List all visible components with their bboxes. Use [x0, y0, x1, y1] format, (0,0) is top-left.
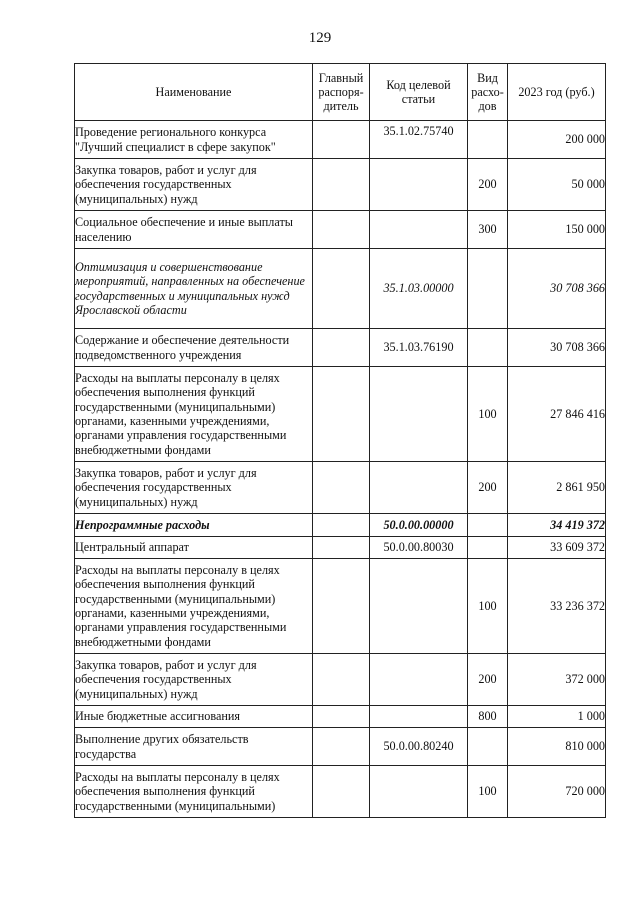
row-target-code	[370, 559, 468, 654]
row-main-manager	[313, 367, 370, 462]
row-main-manager	[313, 249, 370, 329]
row-main-manager	[313, 559, 370, 654]
budget-table	[74, 63, 606, 818]
row-expense-type: 100	[468, 367, 508, 462]
header-name: Наименование	[75, 64, 313, 121]
row-amount: 1 000	[508, 706, 606, 728]
table-row	[75, 514, 606, 537]
row-amount: 33 609 372	[508, 537, 606, 559]
header-amount-2023: 2023 год (руб.)	[508, 64, 606, 121]
row-expense-type	[468, 121, 508, 159]
row-main-manager	[313, 706, 370, 728]
row-amount: 30 708 366	[508, 249, 606, 329]
row-target-code	[370, 159, 468, 211]
row-expense-type: 200	[468, 654, 508, 706]
table-row	[75, 249, 606, 329]
row-amount: 150 000	[508, 211, 606, 249]
header-expense-type: Вид расхо-дов	[468, 64, 508, 121]
row-target-code	[370, 211, 468, 249]
row-name: Содержание и обеспечение деятельности подведомственного учреждения	[75, 329, 313, 367]
row-main-manager	[313, 462, 370, 514]
table-row	[75, 537, 606, 559]
row-amount: 2 861 950	[508, 462, 606, 514]
row-target-code	[370, 462, 468, 514]
page-number: 129	[308, 30, 332, 46]
row-name: Социальное обеспечение и иные выплаты населению	[75, 211, 313, 249]
row-target-code: 35.1.02.75740	[370, 121, 468, 159]
row-expense-type	[468, 249, 508, 329]
row-expense-type	[468, 329, 508, 367]
row-name: Закупка товаров, работ и услуг для обеспечения государственных (муниципальных) нужд	[75, 462, 313, 514]
row-amount: 200 000	[508, 121, 606, 159]
row-expense-type: 200	[468, 159, 508, 211]
row-main-manager	[313, 728, 370, 766]
table-row	[75, 559, 606, 654]
table-row	[75, 766, 606, 818]
table-row	[75, 367, 606, 462]
row-name: Расходы на выплаты персоналу в целях обеспечения выполнения функций государственными (муниципальными)	[75, 766, 313, 818]
row-expense-type: 200	[468, 462, 508, 514]
row-name: Закупка товаров, работ и услуг для обеспечения государственных (муниципальных) нужд	[75, 654, 313, 706]
row-name: Иные бюджетные ассигнования	[75, 706, 313, 728]
row-expense-type	[468, 537, 508, 559]
table-row	[75, 159, 606, 211]
row-name: Расходы на выплаты персоналу в целях обеспечения выполнения функций государственными (муниципальными) органами, казенными учреждениями, органами управления государственными внебюджетными фондами	[75, 367, 313, 462]
row-main-manager	[313, 537, 370, 559]
row-main-manager	[313, 159, 370, 211]
table-row	[75, 654, 606, 706]
row-expense-type: 300	[468, 211, 508, 249]
row-target-code	[370, 706, 468, 728]
table-row	[75, 121, 606, 159]
row-main-manager	[313, 211, 370, 249]
table-row	[75, 728, 606, 766]
row-target-code: 35.1.03.00000	[370, 249, 468, 329]
row-amount: 50 000	[508, 159, 606, 211]
row-target-code	[370, 654, 468, 706]
row-name: Проведение регионального конкурса "Лучший специалист в сфере закупок"	[75, 121, 313, 159]
table-header-row	[75, 64, 606, 121]
row-target-code: 50.0.00.80240	[370, 728, 468, 766]
row-amount: 34 419 372	[508, 514, 606, 537]
row-amount: 372 000	[508, 654, 606, 706]
row-name: Непрограммные расходы	[75, 514, 313, 537]
header-main-manager: Главный распоря-дитель	[313, 64, 370, 121]
table-row	[75, 706, 606, 728]
row-expense-type: 800	[468, 706, 508, 728]
row-target-code	[370, 766, 468, 818]
row-main-manager	[313, 514, 370, 537]
row-amount: 720 000	[508, 766, 606, 818]
row-main-manager	[313, 329, 370, 367]
row-expense-type: 100	[468, 559, 508, 654]
table-row	[75, 462, 606, 514]
row-name: Расходы на выплаты персоналу в целях обеспечения выполнения функций государственными (муниципальными) органами, казенными учреждениями, органами управления государственными внебюджетными фондами	[75, 559, 313, 654]
row-target-code: 50.0.00.00000	[370, 514, 468, 537]
row-expense-type	[468, 514, 508, 537]
row-name: Оптимизация и совершенствование мероприятий, направленных на обеспечение государственных и муниципальных нужд Ярославской области	[75, 249, 313, 329]
row-expense-type: 100	[468, 766, 508, 818]
row-name: Выполнение других обязательств государства	[75, 728, 313, 766]
row-amount: 30 708 366	[508, 329, 606, 367]
row-amount: 33 236 372	[508, 559, 606, 654]
row-main-manager	[313, 121, 370, 159]
row-amount: 810 000	[508, 728, 606, 766]
table-row	[75, 329, 606, 367]
row-target-code: 50.0.00.80030	[370, 537, 468, 559]
row-main-manager	[313, 654, 370, 706]
row-target-code	[370, 367, 468, 462]
row-target-code: 35.1.03.76190	[370, 329, 468, 367]
table-row	[75, 211, 606, 249]
row-name: Закупка товаров, работ и услуг для обеспечения государственных (муниципальных) нужд	[75, 159, 313, 211]
row-expense-type	[468, 728, 508, 766]
row-name: Центральный аппарат	[75, 537, 313, 559]
header-target-code: Код целевой статьи	[370, 64, 468, 121]
row-main-manager	[313, 766, 370, 818]
row-amount: 27 846 416	[508, 367, 606, 462]
